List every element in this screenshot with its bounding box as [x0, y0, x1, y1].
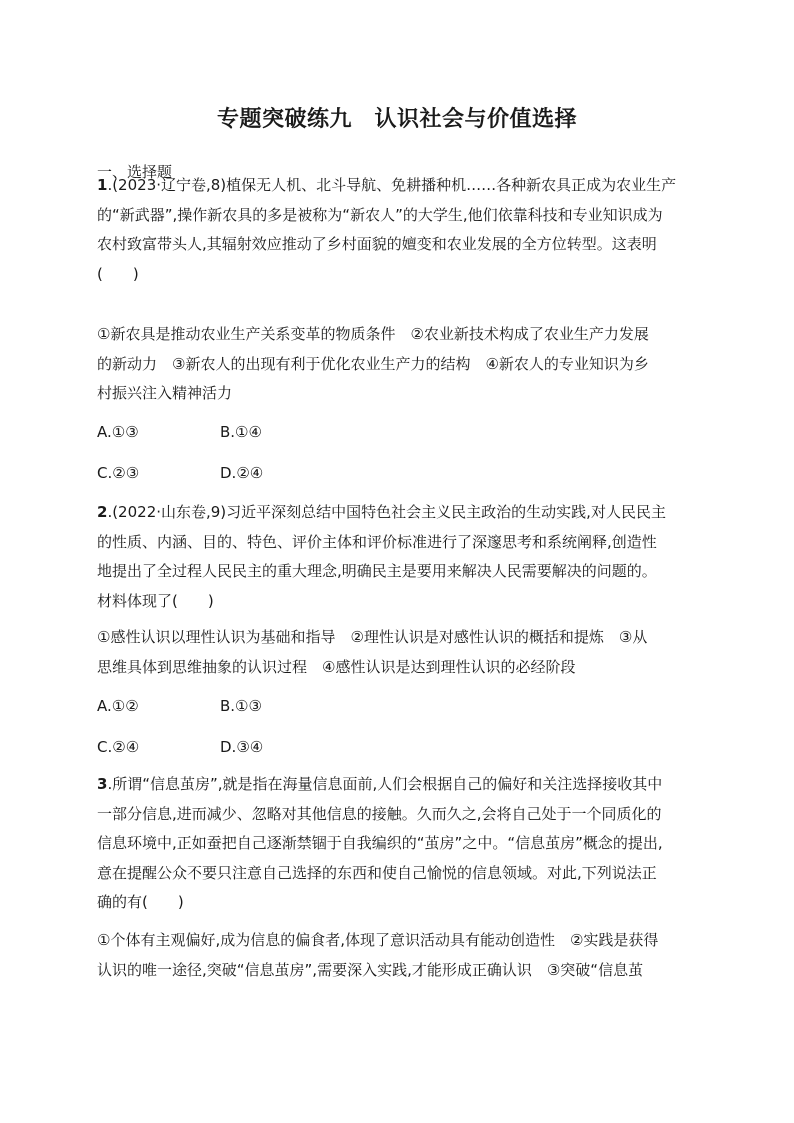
question-1-line-3: 农村致富带头人,其辐射效应推动了乡村面貌的嬗变和农业发展的全方位转型。这表明: [97, 235, 657, 253]
question-1-option-a: A.①③: [97, 423, 139, 441]
question-2-statements: ①感性认识以理性认识为基础和指导 ②理性认识是对感性认识的概括和提炼 ③从 思维具体到思维抽象的认识过程 ④感性认识是达到理性认识的必经阶段: [97, 628, 648, 676]
question-2-line-1: 2.(2022·山东卷,9)习近平深刻总结中国特色社会主义民主政治的生动实践,对人民民主: [97, 503, 666, 521]
question-3-line-2: 一部分信息,进而减少、忽略对其他信息的接触。久而久之,会将自己处于一个同质化的: [97, 804, 662, 823]
question-1-option-d: D.②④: [220, 464, 264, 482]
question-3-line-5: 确的有( ): [97, 893, 184, 911]
question-2-stem: [97, 498, 699, 616]
question-1-stem: [97, 171, 699, 289]
question-source: .(2023·辽宁卷,8): [107, 176, 227, 194]
question-source: .: [107, 775, 113, 793]
question-3-stem: [97, 770, 699, 918]
question-3-line-1: 3.所谓“信息茧房”,就是指在海量信息面前,人们会根据自己的偏好和关注选择接收其中: [97, 775, 663, 793]
question-2-option-d: D.③④: [220, 738, 264, 756]
question-source: .(2022·山东卷,9): [107, 503, 227, 521]
question-number: 1: [97, 176, 108, 194]
question-1-option-b: B.①④: [220, 423, 262, 441]
question-1-line-4: ( ): [97, 264, 139, 283]
question-2-line-3: 地提出了全过程人民民主的重大理念,明确民主是要用来解决人民需要解决的问题的。: [97, 562, 657, 580]
question-2-option-a: A.①②: [97, 697, 139, 715]
section-heading: 一、选择题: [97, 163, 173, 181]
page-title: 专题突破练九 认识社会与价值选择: [216, 107, 577, 132]
question-number: 3: [97, 775, 108, 793]
question-1-line-2: 的“新武器”,操作新农具的多是被称为“新农人”的大学生,他们依靠科技和专业知识成为: [97, 205, 663, 224]
question-number: 2: [97, 503, 108, 521]
question-1-statements: ①新农具是推动农业生产关系变革的物质条件 ②农业新技术构成了农业生产力发展 的新动力 ③新农人的出现有利于优化农业生产力的结构 ④新农人的专业知识为乡 村振兴注入精神活力: [97, 325, 649, 402]
question-2-option-b: B.①③: [220, 697, 262, 715]
question-3-line-4: 意在提醒公众不要只注意自己选择的东西和使自己愉悦的信息领域。对此,下列说法正: [97, 863, 657, 882]
question-2-line-4: 材料体现了( ): [97, 591, 214, 610]
question-1-line-1: 1.(2023·辽宁卷,8)植保无人机、北斗导航、免耕播种机……各种新农具正成为农业生产: [97, 176, 677, 194]
question-2-option-c: C.②④: [97, 738, 140, 756]
question-3-line-3: 信息环境中,正如蚕把自己逐渐禁锢于自我编织的“茧房”之中。“信息茧房”概念的提出,: [97, 834, 663, 852]
question-2-line-2: 的性质、内涵、目的、特色、评价主体和评价标准进行了深邃思考和系统阐释,创造性: [97, 532, 657, 551]
question-3-statements: ①个体有主观偏好,成为信息的偏食者,体现了意识活动具有能动创造性 ②实践是获得 认识的唯一途径,突破“信息茧房”,需要深入实践,才能形成正确认识 ③突破“信息茧: [97, 931, 659, 979]
question-1-option-c: C.②③: [97, 464, 140, 482]
